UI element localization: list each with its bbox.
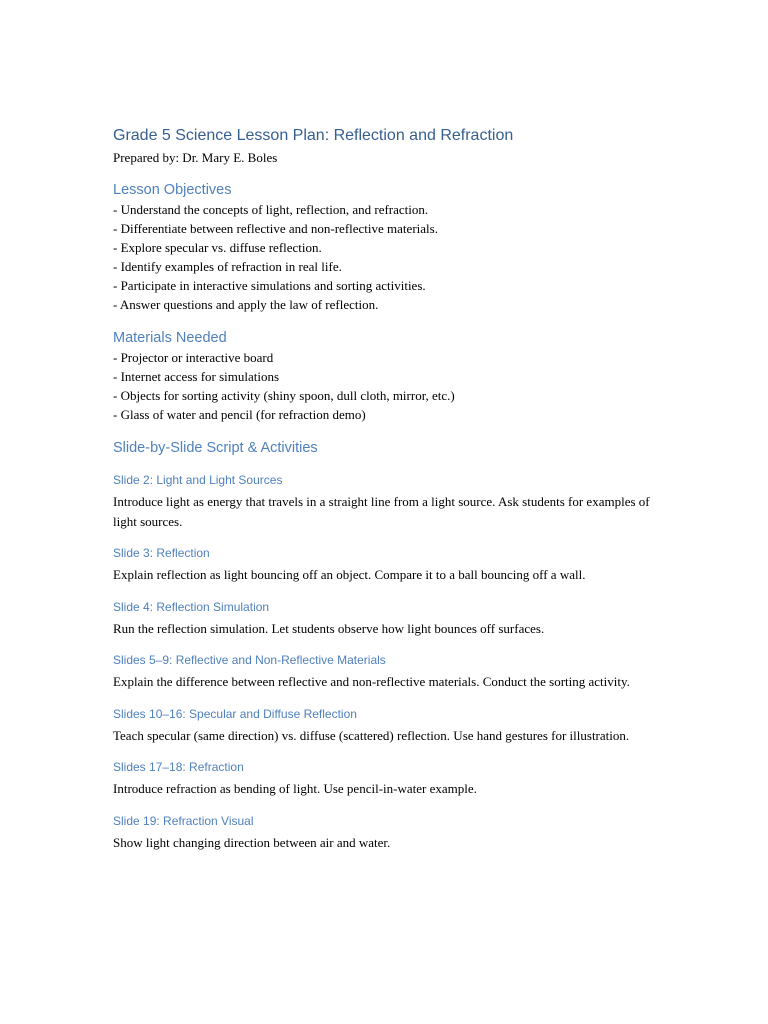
materials-section — [113, 328, 658, 424]
slide-block-10-16 — [113, 706, 658, 746]
list-item: - Participate in interactive simulations and sorting activities. — [113, 278, 426, 293]
materials-list — [113, 348, 658, 424]
document-page — [113, 125, 658, 852]
slide-heading: Slides 5–9: Reflective and Non-Reflective Materials — [113, 653, 386, 667]
list-item: - Explore specular vs. diffuse reflection. — [113, 240, 322, 255]
slide-body: Show light changing direction between air and water. — [113, 834, 391, 850]
list-item: - Glass of water and pencil (for refraction demo) — [113, 407, 366, 422]
slide-body: Explain the difference between reflective and non-reflective materials. Conduct the sorting activity. — [113, 674, 630, 689]
slide-body: Explain reflection as light bouncing off an object. Compare it to a ball bouncing off a wall. — [113, 567, 586, 582]
objectives-section — [113, 180, 658, 314]
list-item: - Objects for sorting activity (shiny spoon, dull cloth, mirror, etc.) — [113, 388, 455, 403]
slide-block-4 — [113, 599, 658, 639]
objectives-list — [113, 200, 658, 314]
list-item: - Internet access for simulations — [113, 369, 280, 384]
list-item: - Answer questions and apply the law of reflection. — [113, 297, 379, 312]
slide-heading: Slides 10–16: Specular and Diffuse Reflection — [113, 706, 357, 721]
script-heading: Slide-by-Slide Script & Activities — [113, 440, 318, 456]
slide-heading: Slide 3: Reflection — [113, 546, 210, 560]
slide-heading: Slide 19: Refraction Visual — [113, 813, 254, 828]
slide-body: Introduce refraction as bending of light. Use pencil-in-water example. — [113, 781, 477, 796]
list-item: - Identify examples of refraction in real life. — [113, 259, 342, 274]
slide-block-19 — [113, 813, 658, 853]
slide-body: Teach specular (same direction) vs. diffuse (scattered) reflection. Use hand gestures for illustration. — [113, 727, 630, 743]
slide-body: Run the reflection simulation. Let students observe how light bounces off surfaces. — [113, 620, 545, 636]
slide-block-3 — [113, 545, 658, 585]
slide-heading: Slide 2: Light and Light Sources — [113, 473, 283, 487]
slide-heading: Slide 4: Reflection Simulation — [113, 599, 270, 614]
script-section — [113, 438, 658, 852]
list-item: - Understand the concepts of light, reflection, and refraction. — [113, 202, 429, 217]
list-item: - Differentiate between reflective and non-reflective materials. — [113, 221, 438, 236]
slide-block-2 — [113, 472, 658, 531]
author-line: Prepared by: Dr. Mary E. Boles — [113, 150, 278, 165]
objectives-heading: Lesson Objectives — [113, 182, 232, 198]
slide-block-5-9 — [113, 652, 658, 692]
list-item: - Projector or interactive board — [113, 350, 274, 365]
materials-heading: Materials Needed — [113, 330, 227, 346]
slide-body: Introduce light as energy that travels in a straight line from a light source. Ask students for examples of light sources. — [113, 494, 650, 529]
slide-heading: Slides 17–18: Refraction — [113, 760, 244, 774]
page-title: Grade 5 Science Lesson Plan: Reflection and Refraction — [113, 127, 514, 144]
slide-block-17-18 — [113, 759, 658, 799]
